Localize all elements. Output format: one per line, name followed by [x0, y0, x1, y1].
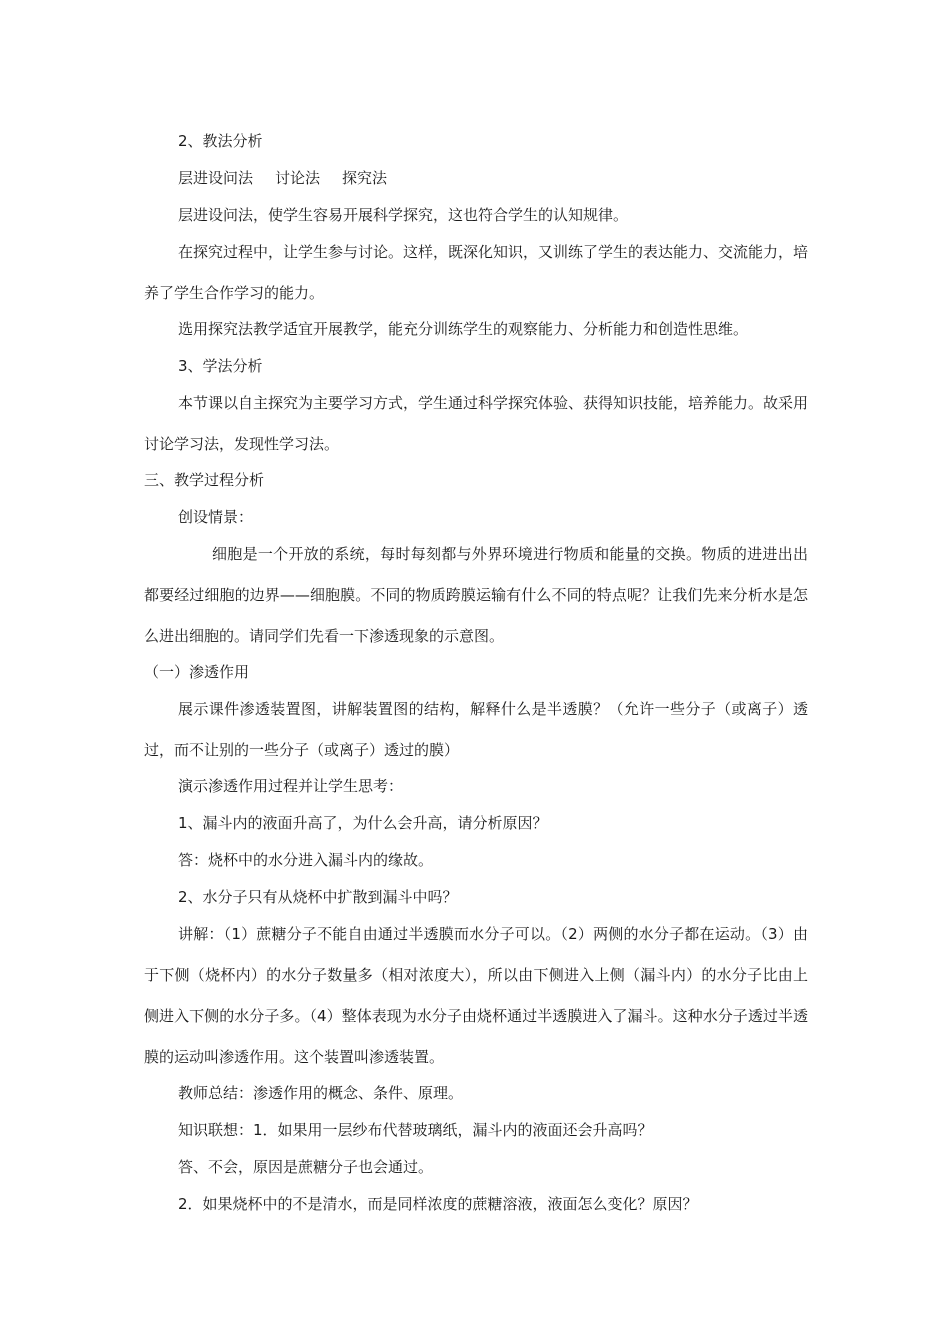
knowledge-answer-1: 答、不会，原因是蔗糖分子也会通过。	[178, 1158, 434, 1176]
heading-teaching-process: 三、教学过程分析	[144, 471, 265, 489]
paragraph-scenario: 细胞是一个开放的系统，每时每刻都与外界环境进行物质和能量的交换。物质的进进出出都要经过细胞的边界——细胞膜。不同的物质跨膜运输有什么不同的特点呢？让我们先来分析水是怎么进出细胞的。请同学们先看一下渗透现象的示意图。	[144, 545, 808, 645]
paragraph-inquiry: 选用探究法教学适宜开展教学，能充分训练学生的观察能力、分析能力和创造性思维。	[178, 320, 749, 338]
paragraph-learning-method: 本节课以自主探究为主要学习方式，学生通过科学探究体验、获得知识技能，培养能力。故采用讨论学习法，发现性学习法。	[144, 394, 809, 453]
paragraph-teacher-summary: 教师总结：渗透作用的概念、条件、原理。	[178, 1084, 464, 1102]
paragraph-osmosis-device: 展示课件渗透装置图，讲解装置图的结构，解释什么是半透膜？（允许一些分子（或离子）透过，而不让别的一些分子（或离子）透过的膜）	[144, 700, 808, 759]
method-list	[144, 160, 808, 197]
paragraph-explanation: 讲解：（1）蔗糖分子不能自由通过半透膜而水分子可以。（2）两侧的水分子都在运动。（3）由于下侧（烧杯内）的水分子数量多（相对浓度大），所以由下侧进入上侧（漏斗内）的水分子比由上侧进入下侧的水分子多。（4）整体表现为水分子由烧杯通过半透膜进入了漏斗。这种水分子透过半透膜的运动叫渗透作用。这个装置叫渗透装置。	[144, 925, 808, 1066]
document-body	[144, 123, 808, 1223]
paragraph-demo: 演示渗透作用过程并让学生思考：	[178, 777, 404, 795]
answer-1: 答：烧杯中的水分进入漏斗内的缘故。	[178, 851, 434, 869]
method-inquiry: 探究法	[342, 169, 388, 187]
question-1: 1、漏斗内的液面升高了，为什么会升高，请分析原因？	[178, 814, 548, 832]
paragraph-discussion: 在探究过程中，让学生参与讨论。这样，既深化知识，又训练了学生的表达能力、交流能力，培养了学生合作学习的能力。	[144, 243, 809, 302]
knowledge-question-1: 知识联想：1．如果用一层纱布代替玻璃纸，漏斗内的液面还会升高吗？	[178, 1121, 653, 1139]
heading-learning-method-analysis: 3、学法分析	[178, 357, 263, 375]
question-2: 2、水分子只有从烧杯中扩散到漏斗中吗？	[178, 888, 458, 906]
heading-teaching-method-analysis: 2、教法分析	[178, 132, 263, 150]
method-progressive-questioning: 层进设问法	[178, 169, 254, 187]
label-scenario: 创设情景：	[178, 508, 254, 526]
paragraph-progressive-questioning: 层进设问法，使学生容易开展科学探究，这也符合学生的认知规律。	[178, 206, 629, 224]
heading-osmosis: （一）渗透作用	[144, 663, 250, 681]
method-discussion: 讨论法	[275, 169, 321, 187]
knowledge-question-2: 2．如果烧杯中的不是清水，而是同样浓度的蔗糖溶液，液面怎么变化？原因？	[178, 1195, 698, 1213]
